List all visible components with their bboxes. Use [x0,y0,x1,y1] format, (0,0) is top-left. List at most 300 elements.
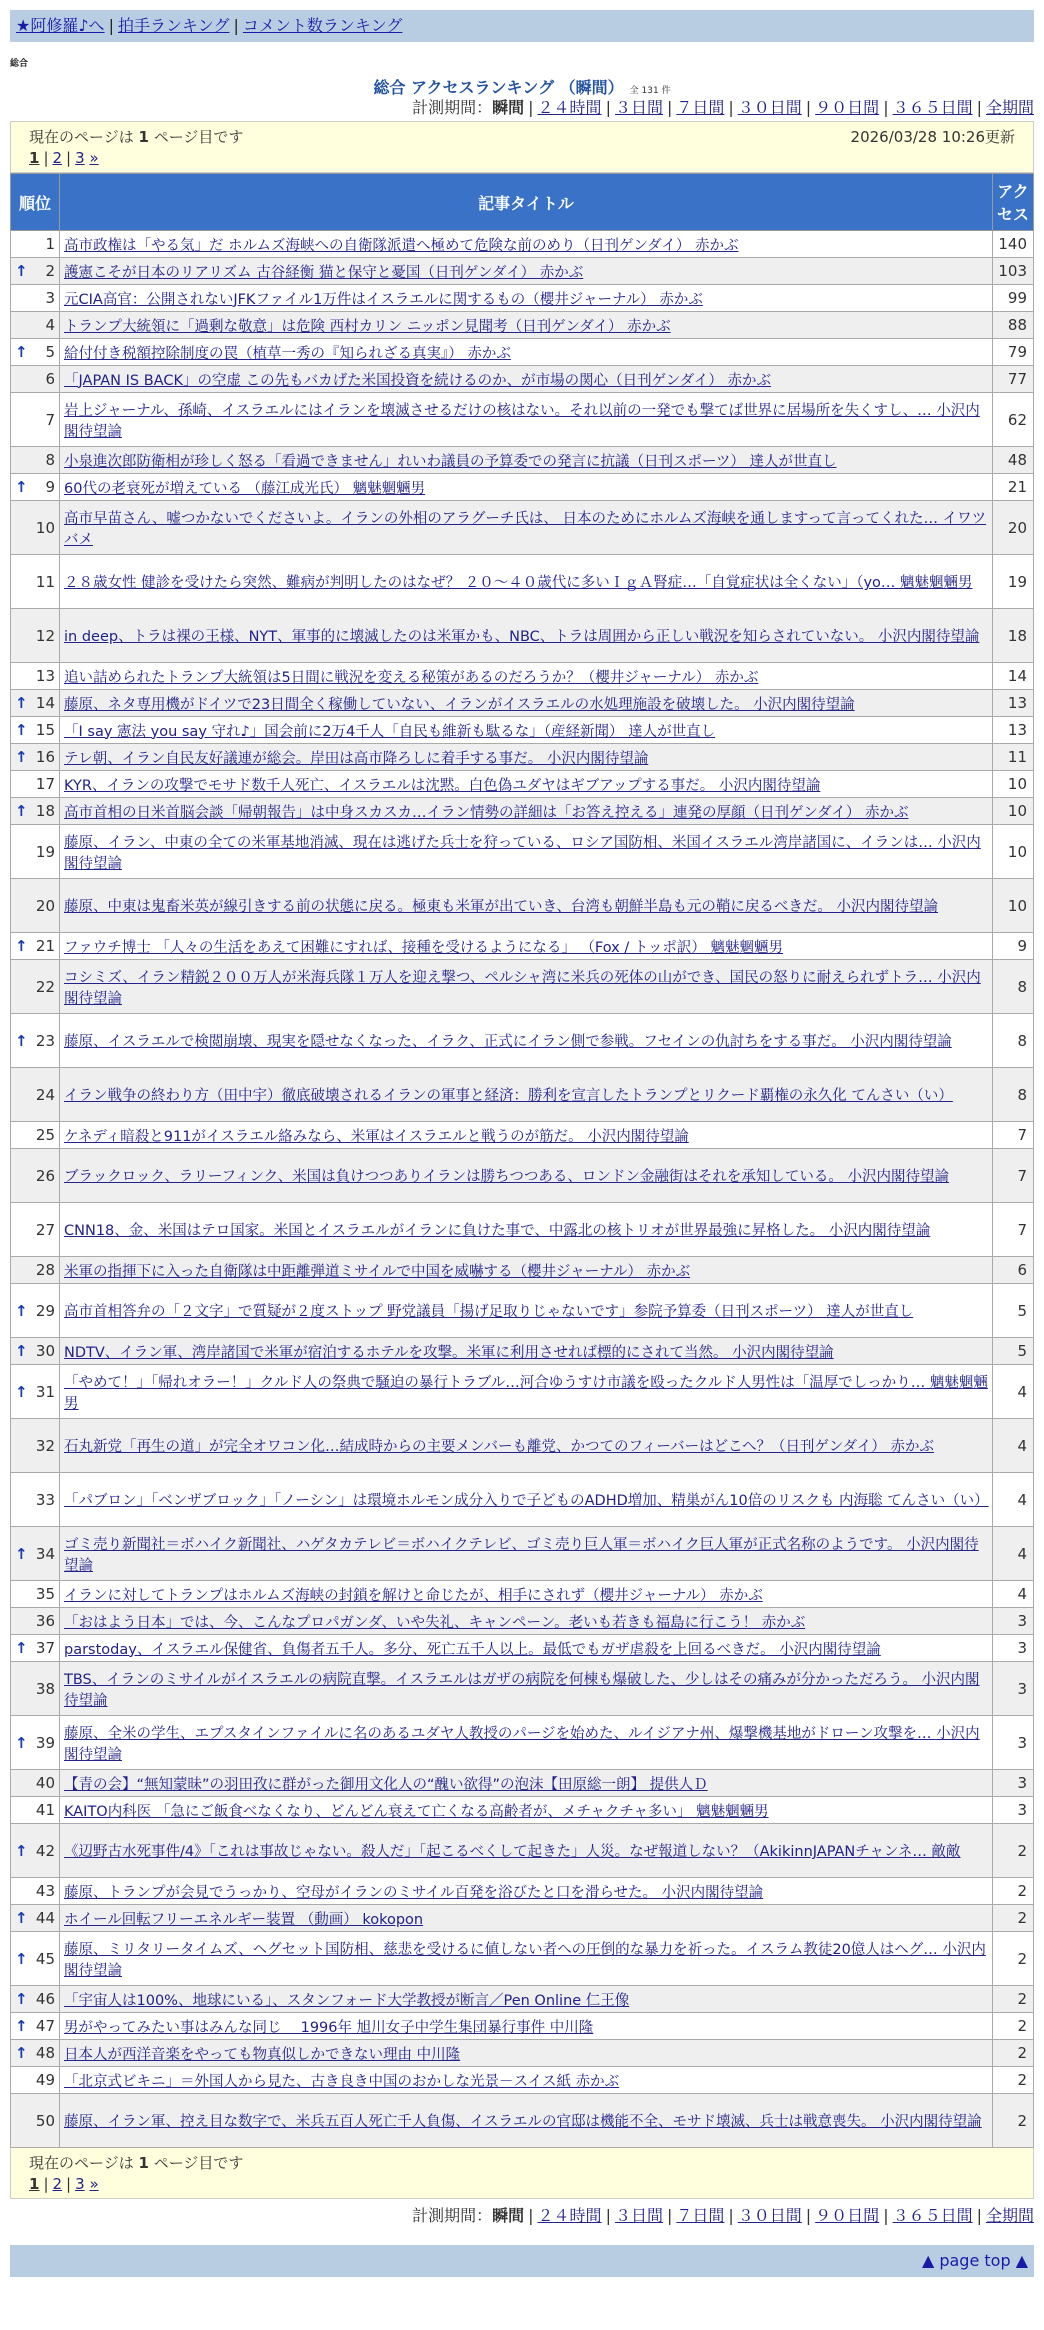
rank-cell [11,1824,60,1878]
title-cell [60,1662,993,1716]
page-link[interactable]: 2 [52,149,63,167]
title-cell [60,366,993,393]
rank-up-icon: ↑ [15,2044,28,2062]
period-option[interactable]: ７日間 [676,2206,725,2225]
access-count: 99 [993,285,1034,312]
rank-up-icon: ↑ [15,1031,28,1050]
table-row [11,1797,1034,1824]
article-link[interactable]: 「JAPAN IS BACK」の空虚 この先もバカげた米国投資を続けるのか、が市場の関心（日刊ゲンダイ） 赤かぶ [64,372,772,389]
title-cell [60,312,993,339]
rank-number: 50 [35,2111,55,2130]
rank-cell [11,771,60,798]
rank-cell [11,2067,60,2094]
rank-number: 1 [45,235,55,253]
article-link[interactable]: トランプ大統領に「過剰な敬意」は危険 西村カリン ニッポン見聞考（日刊ゲンダイ） 赤かぶ [64,318,671,335]
rank-number: 42 [35,1841,55,1860]
access-count: 20 [993,501,1034,555]
col-rank-header: 順位 [11,174,60,231]
title-cell [60,1797,993,1824]
rank-number: 30 [35,1342,55,1360]
access-count: 5 [993,1284,1034,1338]
table-row [11,933,1034,960]
article-link[interactable]: ファウチ博士 「人々の生活をあえて困難にすれば、接種を受けるようになる」 （Fox / トッポ訳） 魑魅魍魎男 [64,939,784,956]
article-link[interactable]: TBS、イランのミサイルがイスラエルの病院直撃。イスラエルはガザの病院を何棟も爆破した、少しはその痛みが分かっただろう。 小沢内閣待望論 [64,1671,980,1709]
table-row [11,1014,1034,1068]
article-link[interactable]: 日本人が西洋音楽をやっても物真似しかできない理由 中川隆 [64,2046,461,2063]
table-row [11,1365,1034,1419]
article-link[interactable]: 追い詰められたトランプ大統領は5日間に戦況を変える秘策があるのだろうか？（櫻井ジャーナル） 赤かぶ [64,669,759,686]
rank-cell [11,555,60,609]
table-row [11,312,1034,339]
article-link[interactable]: 岩上ジャーナル、孫崎、イスラエルにはイランを壊滅させるだけの核はない。それ以前の一発でも撃てば世界に居場所を失くすし、… 小沢内閣待望論 [64,402,980,440]
rank-number: 17 [35,775,55,793]
period-option[interactable]: ２４時間 [537,98,602,117]
article-link[interactable]: 「おはよう日本」では、今、こんなプロパガンダ、いや失礼、キャンペーン。老いも若きも福島に行こう！ 赤かぶ [64,1614,806,1631]
access-count: 10 [993,879,1034,933]
rank-number: 14 [35,694,55,712]
rank-cell [11,231,60,258]
rank-number: 31 [35,1382,55,1401]
access-count: 7 [993,1149,1034,1203]
table-row [11,1419,1034,1473]
rank-cell [11,717,60,744]
access-count: 10 [993,825,1034,879]
title-cell [60,1068,993,1122]
article-link[interactable]: ゴミ売り新聞社＝ボハイク新聞社、ハゲタカテレビ＝ボハイクテレビ、ゴミ売り巨人軍＝ボハイク巨人軍が正式名称のようです。 小沢内閣待望論 [64,1536,979,1574]
article-link[interactable]: 男がやってみたい事はみんな同じ ＿1996年 旭川女子中学生集団暴行事件 中川隆 [64,2019,594,2036]
article-link[interactable]: 藤原、中東は鬼畜米英が線引きする前の状態に戻る。極東も米軍が出ていき、台湾も朝鮮半島も元の鞘に戻るべきだ。 小沢内閣待望論 [64,899,939,915]
rank-number: 5 [45,343,55,361]
access-count: 13 [993,690,1034,717]
rank-number: 49 [35,2071,55,2089]
table-row [11,1284,1034,1338]
article-link[interactable]: 元CIA高官：公開されないJFKファイル1万件はイスラエルに関するもの（櫻井ジャーナル） 赤かぶ [64,291,703,308]
access-count: 3 [993,1716,1034,1770]
access-count: 77 [993,366,1034,393]
article-link[interactable]: in deep、トラは裸の王様、NYT、軍事的に壊滅したのは米軍かも、NBC、トラは周囲から正しい戦況を知らされていない。 小沢内閣待望論 [64,629,980,645]
rank-up-icon: ↑ [15,478,28,496]
access-count: 4 [993,1419,1034,1473]
article-link[interactable]: 小泉進次郎防衛相が珍しく怒る「看過できません」れいわ議員の予算委での発言に抗議（日刊スポーツ） 達人が世直し [64,453,837,470]
title-cell [60,1527,993,1581]
table-row [11,501,1034,555]
rank-cell [11,1905,60,1932]
separator: | [883,98,889,117]
title-cell [60,960,993,1014]
title-cell [60,285,993,312]
rank-cell [11,933,60,960]
table-row [11,1770,1034,1797]
rank-up-icon: ↑ [15,1909,28,1927]
rank-cell [11,879,60,933]
title-cell [60,690,993,717]
table-row [11,1932,1034,1986]
access-count: 2 [993,2013,1034,2040]
article-link[interactable]: NDTV、イラン軍、湾岸諸国で米軍が宿泊するホテルを攻撃。米軍に利用させれば標的にされて当然。 小沢内閣待望論 [64,1344,834,1361]
table-row [11,825,1034,879]
title-cell [60,744,993,771]
rank-cell [11,1662,60,1716]
access-count: 10 [993,771,1034,798]
title-cell [60,717,993,744]
title-cell [60,1365,993,1419]
rank-cell [11,1770,60,1797]
access-count: 2 [993,1905,1034,1932]
rank-number: 28 [35,1261,55,1279]
title-cell [60,879,993,933]
rank-number: 26 [35,1166,55,1185]
access-count: 13 [993,717,1034,744]
rank-cell [11,798,60,825]
table-row [11,1635,1034,1662]
page-link[interactable]: 3 [75,149,85,167]
article-link[interactable]: 護憲こそが日本のリアリズム 古谷経衡 猫と保守と憂国（日刊ゲンダイ） 赤かぶ [64,264,584,281]
title-cell [60,1608,993,1635]
separator: | [605,2206,611,2225]
separator: | [66,149,72,167]
access-count: 11 [993,744,1034,771]
period-label: 計測期間： [412,2206,493,2225]
table-row [11,798,1034,825]
rank-up-icon: ↑ [15,1544,28,1563]
access-count: 6 [993,1257,1034,1284]
rank-number: 11 [35,572,55,591]
rank-up-icon: ↑ [15,802,28,820]
article-link[interactable]: 米軍の指揮下に入った自衛隊は中距離弾道ミサイルで中国を威嚇する（櫻井ジャーナル） 赤かぶ [64,1263,691,1280]
period-label: 計測期間： [412,98,493,117]
rank-number: 20 [35,896,55,915]
access-count: 4 [993,1365,1034,1419]
article-link[interactable]: 高市早苗さん、嘘つかないでくださいよ。イランの外相のアラグーチ氏は、 日本のためにホルムズ海峡を通しますって言ってくれた… イワツバメ [64,510,987,548]
title-cell [60,1878,993,1905]
access-count: 7 [993,1203,1034,1257]
period-option[interactable]: ９０日間 [815,2206,880,2225]
period-option[interactable]: 全期間 [985,98,1034,117]
article-link[interactable]: CNN18、金、米国はテロ国家。米国とイスラエルがイランに負けた事で、中露北の核トリオが世界最強に昇格した。 小沢内閣待望論 [64,1223,931,1239]
rank-number: 3 [45,289,55,307]
rank-up-icon: ↑ [15,343,28,361]
separator: | [666,98,673,117]
rank-number: 13 [35,667,55,685]
updated-timestamp: 2026/03/28 10:26更新 [850,128,1015,146]
rank-number: 25 [35,1126,55,1144]
period-selector-bottom [10,2203,1034,2229]
rank-number: 38 [35,1679,55,1698]
rank-number: 36 [35,1612,55,1630]
rank-cell [11,1149,60,1203]
rank-number: 8 [45,451,55,469]
title-cell [60,2094,993,2148]
access-count: 19 [993,555,1034,609]
access-count: 2 [993,2040,1034,2067]
period-option[interactable]: ９０日間 [815,98,880,117]
table-row [11,231,1034,258]
rank-cell [11,690,60,717]
rank-up-icon: ↑ [15,262,28,280]
article-link[interactable]: 藤原、全米の学生、エプスタインファイルに名のあるユダヤ人教授のパージを始めた、ルイジアナ州、爆撃機基地がドローン攻撃を… 小沢内閣待望論 [64,1725,980,1763]
rank-cell [11,1419,60,1473]
period-option[interactable]: 全期間 [985,2206,1034,2225]
article-link[interactable]: 藤原、イラン、中東の全ての米軍基地消滅、現在は逃げた兵士を狩っている、ロシア国防相、米国イスラエル湾岸諸国に、イランは… 小沢内閣待望論 [64,834,981,872]
table-row [11,690,1034,717]
article-link[interactable]: 藤原、ミリタリータイムズ、ヘグセット国防相、慈悲を受けるに値しない者への圧倒的な暴力を祈った。イスラム教徒20億人はヘグ… 小沢内閣待望論 [64,1941,986,1979]
article-link[interactable]: 高市首相答弁の「２文字」で質疑が２度ストップ 野党議員「揚げ足取りじゃないです」参院予算委（日刊スポーツ） 達人が世直し [64,1304,914,1320]
title-cell [60,771,993,798]
table-row [11,2094,1034,2148]
category-tag: 総合 [10,59,29,69]
access-count: 3 [993,1770,1034,1797]
article-link[interactable]: 藤原、イスラエルで検閲崩壊、現実を隠せなくなった、イラク、正式にイラン側で参戦。フセインの仇討ちをする事だ。 小沢内閣待望論 [64,1034,952,1050]
rank-cell [11,1608,60,1635]
access-count: 88 [993,312,1034,339]
table-row [11,663,1034,690]
rank-cell [11,1338,60,1365]
rank-cell [11,447,60,474]
article-link[interactable]: テレ朝、イラン自民友好議連が総会。岸田は高市降ろしに着手する事だ。 小沢内閣待望論 [64,750,649,767]
rank-cell [11,339,60,366]
title-cell [60,501,993,555]
period-option[interactable]: ３日間 [614,2206,663,2225]
table-row [11,1824,1034,1878]
pagination [29,148,1015,168]
rank-number: 9 [45,478,55,496]
title-cell [60,447,993,474]
article-link[interactable]: 藤原、ネタ専用機がドイツで23日間全く稼働していない、イランがイスラエルの水処理施設を破壊した。 小沢内閣待望論 [64,696,855,713]
article-link[interactable]: ケネディ暗殺と911がイスラエル絡みなら、米軍はイスラエルと戦うのが筋だ。 小沢内閣待望論 [64,1128,689,1145]
article-link[interactable]: イランに対してトランプはホルムズ海峡の封鎖を解けと命じたが、相手にされず（櫻井ジャーナル） 赤かぶ [64,1587,763,1604]
period-option[interactable]: ３０日間 [737,98,802,117]
title-cell [60,258,993,285]
rank-up-icon: ↑ [15,937,28,955]
separator: | [805,2206,812,2225]
rank-cell [11,312,60,339]
access-count: 18 [993,609,1034,663]
table-row [11,285,1034,312]
separator: | [728,2206,734,2225]
period-option[interactable]: ３６５日間 [892,98,973,117]
article-link[interactable]: 「I say 憲法 you say 守れ♪」国会前に2万4千人「自民も維新も駄るな」（産経新聞） 達人が世直し [64,723,716,740]
article-link[interactable]: 「北京式ビキニ」＝外国人から見た、古き良き中国のおかしな光景－スイス紙 赤かぶ [64,2073,620,2090]
article-link[interactable]: 《辺野古水死事件/4》「これは事故じゃない。殺人だ」「起こるべくして起きた」人災。なぜ報道しない？（AkikinnJAPANチャンネ… 敵敵 [64,1844,961,1860]
table-row [11,1905,1034,1932]
page-link[interactable]: 2 [52,2175,63,2193]
rank-up-icon: ↑ [15,1639,28,1657]
title-cell [60,1716,993,1770]
article-link[interactable]: 石丸新党「再生の道」が完全オワコン化…結成時からの主要メンバーも離党、かつてのフィーバーはどこへ？（日刊ゲンダイ） 赤かぶ [64,1439,934,1455]
article-link[interactable]: イラン戦争の終わり方（田中宇）徹底破壊されるイランの軍事と経済：勝利を宣言したトランプとリクード覇権の永久化 てんさい（い） [64,1088,953,1104]
rank-cell [11,2040,60,2067]
title-cell [60,1338,993,1365]
top-nav-bar: ★阿修羅♪へ | 拍手ランキング | コメント数ランキング [10,10,1034,42]
table-row [11,717,1034,744]
table-row [11,960,1034,1014]
access-count: 3 [993,1662,1034,1716]
rank-cell [11,1581,60,1608]
table-row [11,447,1034,474]
title-cell [60,1122,993,1149]
access-count: 103 [993,258,1034,285]
rank-number: 4 [45,316,55,334]
title-cell [60,798,993,825]
title-cell [60,2067,993,2094]
rank-number: 10 [35,518,55,537]
period-option[interactable]: ７日間 [676,98,725,117]
access-count: 3 [993,1608,1034,1635]
access-count: 14 [993,663,1034,690]
separator: | [976,2206,982,2225]
rank-number: 18 [35,802,55,820]
title-cell [60,1932,993,1986]
table-row [11,1068,1034,1122]
title-cell [60,1203,993,1257]
separator: | [976,98,982,117]
table-row [11,1581,1034,1608]
article-link[interactable]: 「宇宙人は100%、地球にいる」、スタンフォード大学教授が断言／Pen Online 仁王像 [64,1992,630,2009]
article-link[interactable]: 60代の老衰死が増えている （藤江成光氏） 魑魅魍魎男 [64,480,426,497]
title-cell [60,1149,993,1203]
rank-number: 44 [35,1909,55,1927]
title-cell [60,1284,993,1338]
separator: | [43,149,49,167]
access-count: 8 [993,1014,1034,1068]
article-link[interactable]: 給付付き税額控除制度の罠（植草一秀の『知られざる真実』） 赤かぶ [64,345,511,362]
table-row [11,1257,1034,1284]
article-link[interactable]: KAITO内科医 「急にご飯食べなくなり、どんどん衰えて亡くなる高齢者が、メチャクチャ多い」 魑魅魍魎男 [64,1803,769,1820]
access-count: 4 [993,1527,1034,1581]
rank-number: 2 [45,262,55,280]
access-count: 7 [993,1122,1034,1149]
clap-ranking-link[interactable]: 拍手ランキング [117,16,230,35]
title-cell [60,231,993,258]
rank-up-icon: ↑ [15,1990,28,2008]
table-row [11,879,1034,933]
page-info-box [10,121,1034,173]
article-link[interactable]: 「パブロン」「ベンザブロック」「ノーシン」は環境ホルモン成分入りで子どものADHD増加、精巣がん10倍のリスクも 内海聡 てんさい（い） [64,1493,989,1509]
rank-number: 12 [35,626,55,645]
article-link[interactable]: 藤原、トランプが会見でうっかり、空母がイランのミサイル百発を浴びたと口を滑らせた。 小沢内閣待望論 [64,1884,764,1901]
article-link[interactable]: 藤原、イラン軍、控え目な数字で、米兵五百人死亡千人負傷、イスラエルの官邸は機能不全、モサド壊滅、兵士は戦意喪失。 小沢内閣待望論 [64,2114,982,2130]
rank-number: 35 [35,1585,55,1603]
rank-up-icon: ↑ [15,2017,28,2035]
rank-cell [11,1284,60,1338]
rank-number: 41 [35,1801,55,1819]
rank-cell [11,1986,60,2013]
period-option[interactable]: ３０日間 [737,2206,802,2225]
table-row [11,1122,1034,1149]
rank-cell [11,1365,60,1419]
rank-up-icon: ↑ [15,721,28,739]
table-row [11,1986,1034,2013]
rank-cell [11,285,60,312]
table-row [11,1716,1034,1770]
period-option: 瞬間 [492,98,525,117]
table-row [11,1662,1034,1716]
page-link[interactable]: 3 [75,2175,85,2193]
page-next-link[interactable]: » [89,149,99,167]
title-cell [60,933,993,960]
rank-number: 19 [35,842,55,861]
table-row [11,555,1034,609]
rank-number: 33 [35,1490,55,1509]
rank-cell [11,474,60,501]
rank-number: 27 [35,1220,55,1239]
title-cell [60,1014,993,1068]
separator: | [728,98,734,117]
title-cell [60,339,993,366]
rank-cell [11,1473,60,1527]
rank-cell [11,1635,60,1662]
rank-cell [11,1797,60,1824]
rank-up-icon: ↑ [15,1301,28,1320]
access-count: 2 [993,2094,1034,2148]
separator: | [66,2175,72,2193]
article-link[interactable]: 「やめて！」「帰れオラー！」クルド人の祭典で騒迫の暴行トラブル…河合ゆうすけ市議を殴ったクルド人男性は「温厚でしっかり… 魑魅魍魎男 [64,1374,988,1412]
page-top-link[interactable]: ▲ page top ▲ [921,2251,1028,2270]
title-cell [60,474,993,501]
article-link[interactable]: ２８歳女性 健診を受けたら突然、難病が判明したのはなぜ？ ２０〜４０歳代に多いＩｇＡ腎症…「自覚症状は全くない」（yo… 魑魅魍魎男 [64,575,973,591]
access-count: 48 [993,447,1034,474]
rank-cell [11,393,60,447]
separator: | [883,2206,889,2225]
article-link[interactable]: 【青の会】“無知蒙昧”の羽田孜に群がった御用文化人の“醜い欲得”の泡沫【田原総一朗】 提供人Ｄ [64,1776,708,1793]
page-next-link[interactable]: » [89,2175,99,2193]
article-link[interactable]: 高市政権は「やる気」だ ホルムズ海峡への自衛隊派遣へ極めて危険な前のめり（日刊ゲンダイ） 赤かぶ [64,237,739,254]
separator: | [528,98,534,117]
article-link[interactable]: 高市首相の日米首脳会談「帰朝報告」は中身スカスカ…イラン情勢の詳細は「お答え控える」連発の厚顔（日刊ゲンダイ） 赤かぶ [64,804,909,821]
article-link[interactable]: KYR、イランの攻撃でモサド数千人死亡、イスラエルは沈黙。白色偽ユダヤはギブアップする事だ。 小沢内閣待望論 [64,777,821,794]
title-cell [60,1635,993,1662]
article-link[interactable]: ホイール回転フリーエネルギー装置 （動画） kokopon [64,1911,424,1928]
table-row [11,339,1034,366]
page-info-box-bottom [10,2148,1034,2199]
period-option[interactable]: ３６５日間 [892,2206,973,2225]
article-link[interactable]: コシミズ、イラン精鋭２００万人が米海兵隊１万人を迎え撃つ、ペルシャ湾に米兵の死体の山ができ、国民の怒りに耐えられずトラ… 小沢内閣待望論 [64,969,981,1007]
article-link[interactable]: parstoday、イスラエル保健省、負傷者五千人。多分、死亡五千人以上。最低でもガザ虐殺を上回るべきだ。 小沢内閣待望論 [64,1641,881,1658]
page-current: 1 [29,2175,40,2193]
rank-number: 7 [45,410,55,429]
comment-ranking-link[interactable]: コメント数ランキング [242,16,403,35]
ranking-table [10,173,1034,2148]
period-option[interactable]: ３日間 [614,98,663,117]
access-count: 62 [993,393,1034,447]
table-row [11,1473,1034,1527]
rank-number: 16 [35,748,55,766]
access-count: 8 [993,960,1034,1014]
rank-cell [11,1203,60,1257]
access-count: 2 [993,2067,1034,2094]
rank-number: 45 [35,1949,55,1968]
ranking-title: 総合 アクセスランキング （瞬間） [373,78,624,97]
period-option[interactable]: ２４時間 [537,2206,602,2225]
current-page-text-bottom: 現在のページは 1 ページ目です [29,2154,244,2172]
rank-number: 39 [35,1733,55,1752]
title-cell [60,1986,993,2013]
separator: | [605,98,611,117]
rank-number: 47 [35,2017,55,2035]
access-count: 2 [993,1824,1034,1878]
access-count: 9 [993,933,1034,960]
period-selector [10,95,1034,121]
rank-up-icon: ↑ [15,748,28,766]
access-count: 3 [993,1797,1034,1824]
access-count: 3 [993,1635,1034,1662]
separator: | [43,2175,49,2193]
article-link[interactable]: ブラックロック、ラリーフィンク、米国は負けつつありイランは勝ちつつある、ロンドン金融街はそれを承知している。 小沢内閣待望論 [64,1169,950,1185]
access-count: 2 [993,1986,1034,2013]
table-row [11,609,1034,663]
col-title-header: 記事タイトル [60,174,993,231]
home-link[interactable]: ★阿修羅♪へ [16,16,105,35]
